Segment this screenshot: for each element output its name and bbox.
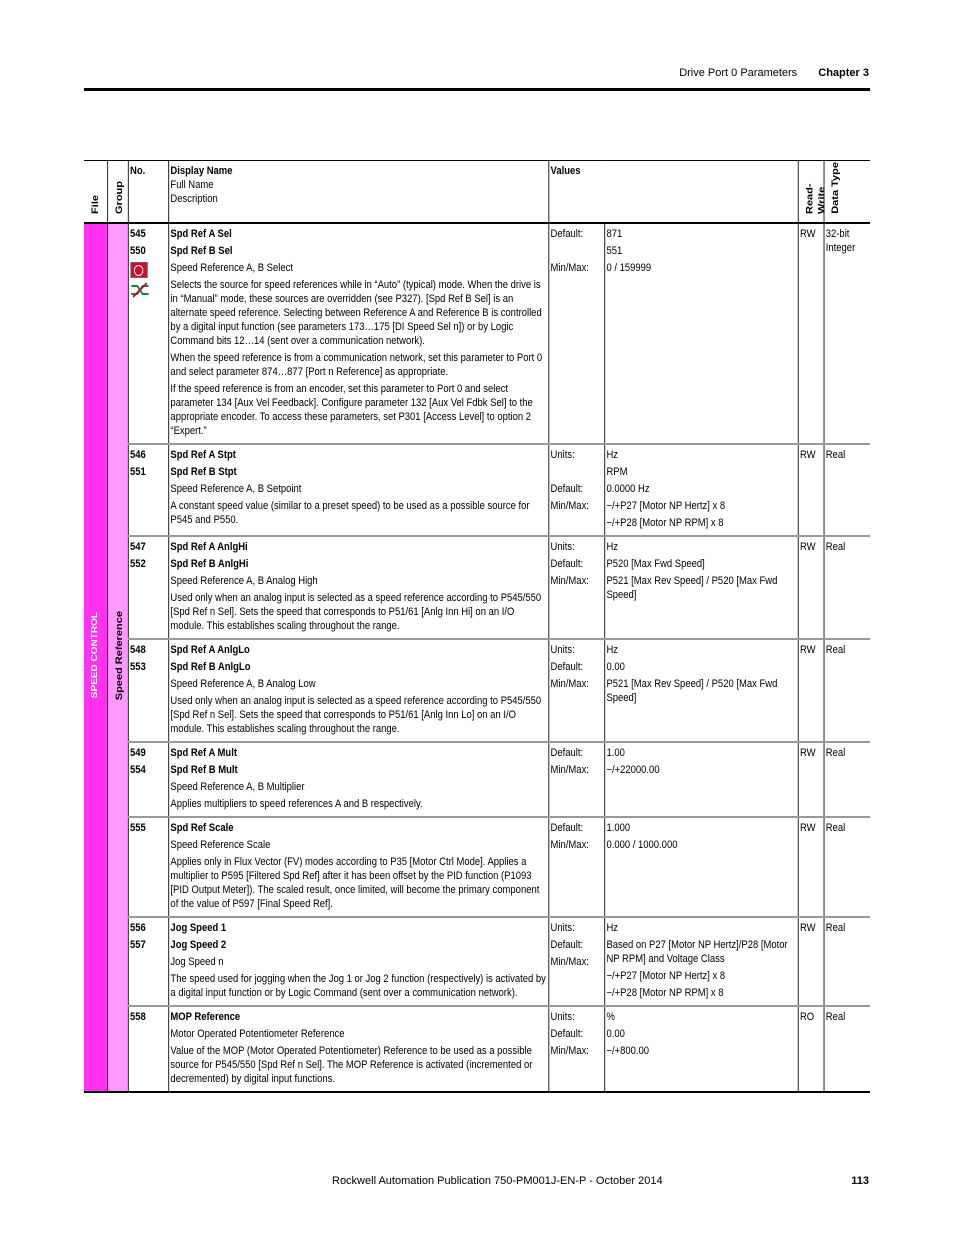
param-number: 552 [130,558,146,570]
value-labels-cell [548,817,604,917]
section-title: Drive Port 0 Parameters [679,67,798,79]
value-text: −/+P27 [Motor NP Hertz] x 8 [606,500,726,512]
param-number: 558 [130,1011,146,1023]
value-values-cell [604,1006,798,1092]
parameter-row [84,223,870,444]
value-label: Min/Max: [550,575,589,587]
value-text: 0 / 159999 [606,262,652,274]
data-type-cell: Real [824,444,870,536]
parameter-row [84,742,870,817]
value-label: Default: [550,228,584,240]
description-text: When the speed reference is from a communication network, set this parameter to Port 0 and select parameter 874…877 [Port n Reference] as appropriate. [170,352,543,378]
value-text: 0.000 / 1000.000 [606,839,678,851]
read-write-cell: RW [798,917,824,1006]
read-write-cell: RO [798,1006,824,1092]
param-description-cell [168,223,548,444]
value-text: RPM [606,466,628,478]
description-text: Selects the source for speed references while in “Auto” (typical) mode. When the drive is in “Manual” mode, these sources are overridden (see P327). [Spd Ref B Sel] is an alternate speed reference. Selecting between Reference A and Reference B is controlled by a digital input function (see parameters 173…175 [DI Speed Sel n]) or by Logic Command bits 12…14 (sent over a communication network). [170,279,542,347]
param-number: 547 [130,541,146,553]
value-labels-cell [548,1006,604,1092]
param-number-cell [128,223,168,444]
full-name: Speed Reference A, B Setpoint [170,483,302,495]
value-text: P520 [Max Fwd Speed] [606,558,705,570]
display-name: Spd Ref A AnlgLo [170,644,250,656]
display-name: Spd Ref B Mult [170,764,238,776]
value-text: −/+P28 [Motor NP RPM] x 8 [606,517,724,529]
description-text: The speed used for jogging when the Jog 1 or Jog 2 function (respectively) is activated by a digital input function or by Logic Command (sent over a communication network). [170,973,546,999]
header-rule [84,88,870,91]
display-name: Spd Ref A Sel [170,228,232,240]
display-name: Spd Ref A Mult [170,747,237,759]
value-label: Min/Max: [550,1045,589,1057]
value-text: −/+P28 [Motor NP RPM] x 8 [606,987,724,999]
value-text: P521 [Max Rev Speed] / P520 [Max Fwd Speed] [606,575,778,601]
description-text: Used only when an analog input is selected as a speed reference according to P545/550 [Spd Ref n Sel]. Sets the speed that corresponds to P51/61 [Anlg Inn Hi] on an I/O module. This establishes scaling throughout the range. [170,592,542,632]
table-header-row [84,161,870,224]
param-description-cell [168,917,548,1006]
value-values-cell [604,917,798,1006]
col-no: No. [128,161,168,224]
value-values-cell [604,223,798,444]
display-name: Spd Ref B AnlgLo [170,661,251,673]
description-text: Applies multipliers to speed references A and B respectively. [170,798,423,810]
full-name: Speed Reference A, B Analog Low [170,678,316,690]
value-text: −/+22000.00 [606,764,660,776]
param-number: 549 [130,747,146,759]
value-label: Min/Max: [550,956,589,968]
param-number-cell [128,639,168,742]
col-data-type: Data Type [824,161,870,224]
param-number: 554 [130,764,146,776]
description-text: Used only when an analog input is selected as a speed reference according to P545/550 [Spd Ref n Sel]. Sets the speed that corresponds to P51/61 [Anlg Inn Lo] on an I/O module. This establishes scaling throughout the range. [170,695,542,735]
read-write-cell: RW [798,223,824,444]
display-name: Spd Ref A AnlgHi [170,541,248,553]
value-text: Hz [606,541,619,553]
display-name: Jog Speed 1 [170,922,227,934]
data-type-cell: Real [824,742,870,817]
value-labels-cell [548,536,604,639]
param-number-cell [128,444,168,536]
value-labels-cell [548,917,604,1006]
display-name: Spd Ref B Sel [170,245,233,257]
col-values: Values [548,161,797,224]
value-labels-cell [548,223,604,444]
value-text: −/+P27 [Motor NP Hertz] x 8 [606,970,726,982]
value-text: Hz [606,644,619,656]
value-text: 0.0000 Hz [606,483,650,495]
full-name: Speed Reference A, B Select [170,262,293,274]
param-number-cell [128,817,168,917]
description-text: Applies only in Flux Vector (FV) modes according to P35 [Motor Ctrl Mode]. Applies a multiplier to P595 [Filtered Spd Ref] after it has been offset by the PID function (P1093 [PID Output Meter]). The scaled result, once limited, will become the primary component of the value of P597 [Final Speed Ref]. [170,856,540,910]
parameter-table [84,160,870,1093]
display-name: Spd Ref A Stpt [170,449,236,461]
value-label: Units: [550,541,575,553]
description-text: A constant speed value (similar to a preset speed) to be used as a possible source for P545 and P550. [170,500,530,526]
data-type-cell: Real [824,1006,870,1092]
value-label: Default: [550,558,584,570]
value-label: Default: [550,661,584,673]
value-values-cell [604,444,798,536]
parameter-row [84,639,870,742]
parameter-row [84,1006,870,1092]
read-write-cell: RW [798,742,824,817]
value-label: Units: [550,1011,575,1023]
col-file: File [84,161,107,224]
value-label: Default: [550,822,584,834]
full-name: Speed Reference A, B Multiplier [170,781,305,793]
value-labels-cell [548,639,604,742]
full-name: Speed Reference Scale [170,839,271,851]
value-label [551,465,603,479]
value-label [551,516,603,530]
param-description-cell [168,742,548,817]
data-type-cell: Real [824,817,870,917]
data-type-cell: Real [824,536,870,639]
value-text: 1.00 [606,747,625,759]
chapter-label: Chapter 3 [818,67,869,79]
param-number-cell [128,917,168,1006]
value-text: 551 [606,245,623,257]
param-number: 553 [130,661,146,673]
param-number-cell [128,1006,168,1092]
parameter-row [84,444,870,536]
read-write-cell: RW [798,536,824,639]
page-header [679,67,869,79]
parameter-row [84,817,870,917]
param-number: 556 [130,922,146,934]
value-label: Default: [550,939,584,951]
col-display-name: Display Name Full Name Description [168,161,548,224]
value-label: Units: [550,922,575,934]
read-write-cell: RW [798,639,824,742]
value-labels-cell [548,444,604,536]
value-label: Default: [550,483,584,495]
value-text: −/+800.00 [606,1045,650,1057]
value-label: Min/Max: [550,500,589,512]
value-text: 0.00 [606,661,625,673]
param-number: 550 [130,245,146,257]
value-label [551,244,603,258]
display-name: Jog Speed 2 [170,939,227,951]
param-description-cell [168,1006,548,1092]
config-selectable-icon [130,262,147,278]
value-values-cell [604,742,798,817]
data-type-cell: Real [824,917,870,1006]
parameter-row [84,917,870,1006]
value-label: Units: [550,644,575,656]
value-values-cell [604,536,798,639]
value-label: Default: [550,1028,584,1040]
value-label: Min/Max: [550,839,589,851]
value-label: Min/Max: [550,764,589,776]
value-label: Min/Max: [550,262,589,274]
data-type-cell: Real [824,639,870,742]
col-read-write: Read-Write [798,161,824,224]
display-name: MOP Reference [170,1011,241,1023]
full-name: Jog Speed n [170,956,224,968]
read-write-cell: RW [798,444,824,536]
data-type-cell: 32-bit Integer [824,223,870,444]
table-body [84,223,870,1092]
value-label: Units: [550,449,575,461]
display-name: Spd Ref B Stpt [170,466,237,478]
param-number: 551 [130,466,146,478]
param-description-cell [168,444,548,536]
full-name: Speed Reference A, B Analog High [170,575,318,587]
display-name: Spd Ref Scale [170,822,234,834]
value-text: Hz [606,922,619,934]
value-text: 871 [606,228,623,240]
value-text: 0.00 [606,1028,625,1040]
file-cell: SPEED CONTROL [84,223,107,1092]
parameter-row [84,536,870,639]
linkable-icon [130,282,149,298]
value-label [551,972,603,986]
value-text: Hz [606,449,619,461]
value-text: P521 [Max Rev Speed] / P520 [Max Fwd Speed] [606,678,778,704]
page-number: 113 [851,1175,869,1187]
value-label: Min/Max: [550,678,589,690]
display-name: Spd Ref B AnlgHi [170,558,249,570]
value-label: Default: [550,747,584,759]
value-values-cell [604,817,798,917]
col-group: Group [107,161,128,224]
param-number-cell [128,536,168,639]
param-number: 545 [130,228,146,240]
publication-id: Rockwell Automation Publication 750-PM001J-EN-P - October 2014 [332,1175,663,1187]
value-text: Based on P27 [Motor NP Hertz]/P28 [Motor NP RPM] and Voltage Class [606,939,788,965]
description-text: If the speed reference is from an encoder, set this parameter to Port 0 and select parameter 134 [Aux Vel Feedback]. Configure parameter 132 [Aux Vel Fdbk Sel] to the appropriate encoder. To access these parameters, set P301 [Access Level] to option 2 “Expert.” [170,383,533,437]
value-values-cell [604,639,798,742]
param-description-cell [168,639,548,742]
value-labels-cell [548,742,604,817]
param-number-cell [128,742,168,817]
value-text: 1.000 [606,822,631,834]
group-cell: Speed Reference [107,223,128,1092]
param-number: 557 [130,939,146,951]
param-number: 546 [130,449,146,461]
value-text: % [606,1011,615,1023]
full-name: Motor Operated Potentiometer Reference [170,1028,345,1040]
param-number: 548 [130,644,146,656]
param-number: 555 [130,822,146,834]
description-text: Value of the MOP (Motor Operated Potentiometer) Reference to be used as a possible source for P545/550 [Spd Ref n Sel]. The MOP Reference is activated (incremented or decremented) by digital input functions. [170,1045,533,1085]
read-write-cell: RW [798,817,824,917]
param-description-cell [168,817,548,917]
param-description-cell [168,536,548,639]
